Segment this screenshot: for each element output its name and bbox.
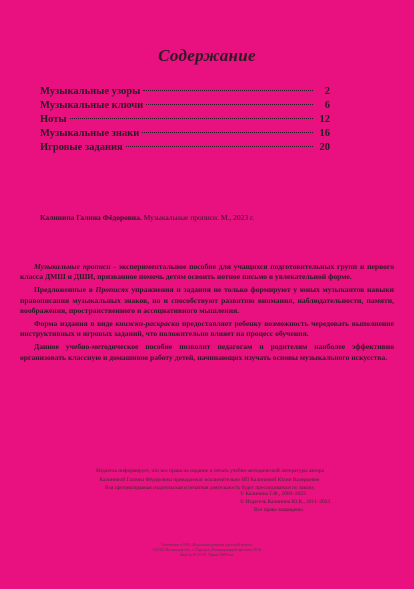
toc-item[interactable]: [40, 86, 330, 100]
toc-item-page: 2: [324, 86, 330, 97]
imprint-line: Заказ № 01-РЗ 25. Тираж 10000 экз.: [179, 553, 235, 558]
copyright-line: © Калинина Г.Ф., 2000–2023: [240, 491, 306, 497]
book-title-italic: Музыкальные прописи: [34, 262, 111, 271]
toc-leader-dots: [146, 104, 313, 105]
rights-line: Калининой Галины Фёдоровны принадлежат исключительно ИП Калининой Юлии Валерьевне.: [99, 476, 321, 483]
copyright-line: Все права защищены.: [254, 507, 304, 514]
rights-notice: [60, 467, 360, 493]
toc-item-label: Игровые задания: [40, 142, 123, 153]
toc-item[interactable]: [40, 114, 330, 128]
toc-item-label: Музыкальные знаки: [40, 128, 140, 139]
copyright-line: © Издатель Калинина Ю.В., 2011–2023: [240, 499, 331, 506]
imprint-line: Отпечатано в ОАО «Подольская фабрика офсетной печати»: [161, 543, 253, 547]
annotation-text: [20, 262, 394, 366]
toc-leader-dots: [126, 146, 313, 147]
toc-leader-dots: [142, 132, 313, 133]
toc-leader-dots: [143, 90, 313, 91]
annotation-paragraph: Музыкальные прописи - экспериментальное пособие для учащихся подготовительных групп и первого класса ДМШ и ДШИ, призванное помочь детям освоить нотное письмо в увлекательной форме.: [20, 262, 394, 282]
table-of-contents: [40, 86, 330, 156]
annotation-paragraph: Предложенные в Прописях упражнения и задания не только формируют у юных музыкантов навыки правописания музыкальных знаков, но и способствуют развитию внимания, наблюдательности, памяти, воображения, пространственного и ассоциативного мышления.: [20, 285, 394, 315]
toc-item-page: 6: [324, 100, 330, 111]
toc-item-page: 12: [319, 114, 330, 125]
toc-item-label: Музыкальные узоры: [40, 86, 141, 97]
book-title-italic: Прописях: [95, 285, 129, 295]
annotation-paragraph: Данное учебно-методическое пособие позволит педагогам и родителям наиболее эффективно организовать классную и домашнюю работу детей, начинающих изучать основы музыкального искусства.: [20, 342, 394, 362]
citation-title: Музыкальные прописи. М., 2023 г.: [141, 213, 255, 222]
toc-item-page: 16: [319, 128, 330, 139]
format-italic: книжки-раскраски: [115, 319, 180, 329]
printing-imprint: [100, 543, 314, 559]
copyright-block: [240, 490, 400, 515]
citation-author: Калинина Галина Фёдоровна.: [40, 213, 142, 222]
toc-item[interactable]: [40, 128, 330, 142]
toc-item[interactable]: [40, 142, 330, 156]
rights-line: Вся противоправная издательская и печатная деятельность будет преследоваться по закону.: [105, 485, 315, 492]
rights-line: Издатель информирует, что все права на издание и печать учебно-методической литературы автора: [96, 468, 324, 474]
annotation-paragraph: Форма издания в виде книжки-раскраски предоставляет ребенку возможность чередовать выполнение инструктивных и игровых заданий, что положительно влияет на процесс обучения.: [20, 319, 394, 339]
bibliographic-citation: [40, 213, 380, 222]
toc-item[interactable]: [40, 100, 330, 114]
toc-item-label: Ноты: [40, 114, 67, 125]
toc-item-page: 20: [319, 142, 330, 153]
toc-leader-dots: [70, 118, 313, 119]
page-title: Содержание: [158, 46, 256, 65]
toc-item-label: Музыкальные ключи: [40, 100, 144, 111]
imprint-line: 142100, Московская обл., г. Подольск, Революционный проспект, 80/42: [152, 548, 262, 553]
